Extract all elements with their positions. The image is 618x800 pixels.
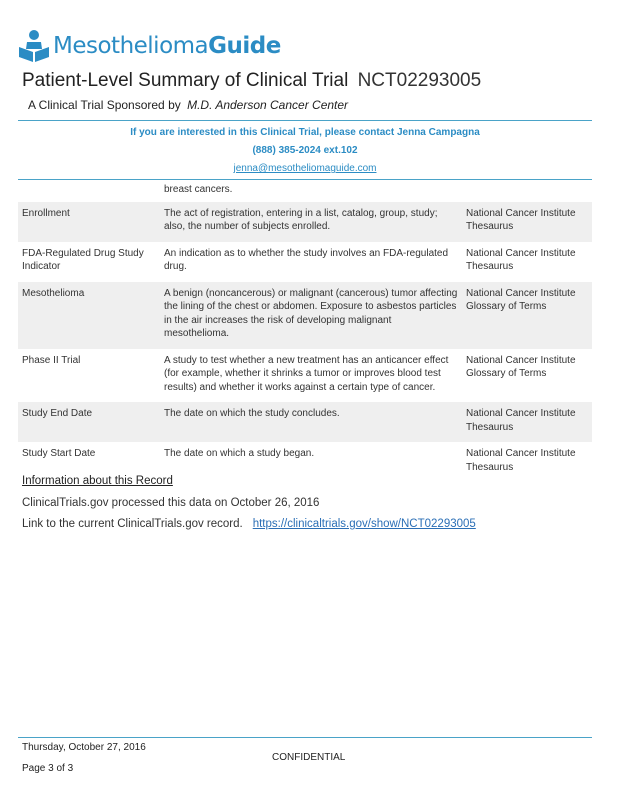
- confidential-label: CONFIDENTIAL: [272, 752, 346, 763]
- contact-phone[interactable]: (888) 385-2024 ext.102: [252, 145, 358, 156]
- glossary-definition: The date on which the study concludes.: [164, 408, 340, 419]
- contact-box: [18, 120, 592, 180]
- sponsor-name: M.D. Anderson Cancer Center: [187, 98, 349, 112]
- brand-name: [53, 32, 281, 59]
- record-processed-date: ClinicalTrials.gov processed this data on October 26, 2016: [22, 497, 320, 509]
- page-number: Page 3 of 3: [22, 763, 74, 774]
- glossary-term: Mesothelioma: [22, 287, 85, 299]
- page-title: [22, 70, 481, 92]
- trial-id: NCT02293005: [357, 70, 482, 91]
- glossary-definition: An indication as to whether the study involves an FDA-regulated drug.: [164, 247, 449, 272]
- glossary-term: Enrollment: [22, 207, 70, 219]
- glossary-source: National Cancer Institute Thesaurus: [466, 247, 576, 272]
- glossary-definition: The act of registration, entering in a list, catalog, group, study; also, the number of subjects enrolled.: [164, 207, 438, 232]
- brand-name-bold: Guide: [208, 32, 281, 59]
- glossary-source: National Cancer Institute Thesaurus: [466, 207, 576, 232]
- glossary-definition-continued: breast cancers.: [164, 184, 233, 195]
- page-title-text: Patient-Level Summary of Clinical Trial: [22, 70, 349, 91]
- glossary-source: National Cancer Institute Glossary of Terms: [466, 287, 576, 312]
- sponsor-line: [28, 98, 348, 112]
- person-with-book-icon: [18, 29, 50, 63]
- contact-message: If you are interested in this Clinical Trial, please contact Jenna Campagna: [130, 127, 480, 138]
- glossary-term: Phase II Trial: [22, 354, 81, 366]
- glossary-term: Study End Date: [22, 408, 93, 419]
- record-link-prefix: Link to the current ClinicalTrials.gov record.: [22, 518, 243, 530]
- record-info-heading: Information about this Record: [22, 475, 173, 487]
- glossary-term: FDA-Regulated Drug Study Indicator: [22, 247, 144, 272]
- sponsor-prefix: A Clinical Trial Sponsored by: [28, 98, 181, 112]
- glossary-source: National Cancer Institute Thesaurus: [466, 408, 576, 433]
- table-row: [18, 242, 592, 282]
- contact-email-link[interactable]: jenna@mesotheliomaguide.com: [233, 163, 377, 174]
- glossary-source: National Cancer Institute Thesaurus: [466, 448, 576, 473]
- glossary-source: National Cancer Institute Glossary of Terms: [466, 354, 576, 379]
- glossary-definition: A study to test whether a new treatment has an anticancer effect (for example, whether it shrinks a tumor or improves blood test results) and whether it works against a certain type of cancer.: [164, 354, 449, 393]
- footer-date: Thursday, October 27, 2016: [22, 742, 146, 753]
- glossary-term: Study Start Date: [22, 448, 96, 459]
- clinicaltrials-record-link[interactable]: https://clinicaltrials.gov/show/NCT02293005: [252, 518, 476, 530]
- record-link-line: [22, 518, 476, 530]
- table-row: [18, 202, 592, 242]
- table-row: [18, 282, 592, 349]
- brand-name-regular: Mesothelioma: [53, 32, 209, 59]
- glossary-definition: A benign (noncancerous) or malignant (cancerous) tumor affecting the lining of the chest or abdomen. Exposure to asbestos particles in the air increases the risk of developing malignant mesothelioma.: [164, 287, 458, 339]
- brand-logo: [18, 28, 281, 64]
- table-row: [18, 180, 592, 202]
- footer-divider: [18, 737, 592, 738]
- table-row: [18, 402, 592, 442]
- table-row: [18, 349, 592, 403]
- glossary-table: [18, 180, 592, 482]
- glossary-definition: The date on which a study began.: [164, 448, 315, 459]
